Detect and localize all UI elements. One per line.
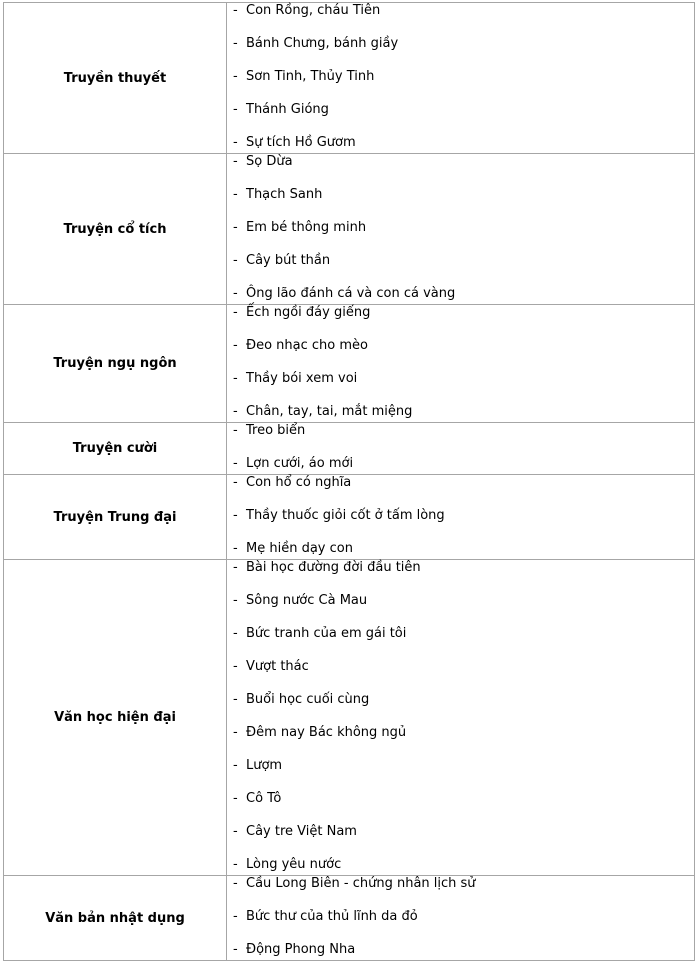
list-item: [227, 475, 694, 508]
work-title: Bánh Chưng, bánh giầy: [246, 36, 399, 51]
work-title: Sơn Tinh, Thủy Tinh: [246, 69, 375, 84]
list-item: [227, 423, 694, 456]
dash-bullet-icon: -: [233, 659, 238, 674]
dash-bullet-icon: -: [233, 404, 238, 419]
dash-bullet-icon: -: [233, 942, 238, 957]
dash-bullet-icon: -: [233, 423, 238, 438]
list-item: [227, 942, 694, 960]
dash-bullet-icon: -: [233, 253, 238, 268]
works-cell: [227, 475, 695, 560]
work-title: Lòng yêu nước: [246, 857, 342, 872]
works-cell: [227, 876, 695, 961]
dash-bullet-icon: -: [233, 154, 238, 169]
work-title: Ông lão đánh cá và con cá vàng: [246, 286, 456, 301]
work-title: Thánh Gióng: [246, 102, 329, 117]
list-item: [227, 560, 694, 593]
work-list: [227, 3, 694, 153]
table-row: [4, 475, 695, 560]
list-item: [227, 758, 694, 791]
works-cell: [227, 560, 695, 876]
list-item: [227, 824, 694, 857]
works-cell: [227, 154, 695, 305]
table-body: [4, 3, 695, 961]
table-row: [4, 3, 695, 154]
list-item: [227, 857, 694, 875]
genre-cell: Văn bản nhật dụng: [4, 876, 227, 961]
list-item: [227, 909, 694, 942]
genre-cell: Truyện cổ tích: [4, 154, 227, 305]
dash-bullet-icon: -: [233, 305, 238, 320]
genre-cell: Truyện ngụ ngôn: [4, 305, 227, 423]
work-title: Thầy bói xem voi: [246, 371, 358, 386]
dash-bullet-icon: -: [233, 36, 238, 51]
dash-bullet-icon: -: [233, 626, 238, 641]
work-title: Cây tre Việt Nam: [246, 824, 357, 839]
work-title: Sông nước Cà Mau: [246, 593, 368, 608]
work-title: Sọ Dừa: [246, 154, 293, 169]
table-row: [4, 876, 695, 961]
dash-bullet-icon: -: [233, 456, 238, 471]
table-row: [4, 423, 695, 475]
work-title: Em bé thông minh: [246, 220, 367, 235]
work-title: Treo biển: [246, 423, 306, 438]
work-title: Mẹ hiền dạy con: [246, 541, 353, 556]
work-title: Thạch Sanh: [246, 187, 323, 202]
list-item: [227, 371, 694, 404]
literature-table: [3, 2, 695, 961]
works-cell: [227, 423, 695, 475]
table-row: [4, 560, 695, 876]
dash-bullet-icon: -: [233, 135, 238, 150]
list-item: [227, 36, 694, 69]
work-title: Con hổ có nghĩa: [246, 475, 352, 490]
work-list: [227, 423, 694, 474]
list-item: [227, 69, 694, 102]
dash-bullet-icon: -: [233, 758, 238, 773]
work-title: Bài học đường đời đầu tiên: [246, 560, 421, 575]
list-item: [227, 220, 694, 253]
list-item: [227, 876, 694, 909]
dash-bullet-icon: -: [233, 187, 238, 202]
dash-bullet-icon: -: [233, 3, 238, 18]
work-title: Chân, tay, tai, mắt miệng: [246, 404, 413, 419]
genre-cell: Truyện Trung đại: [4, 475, 227, 560]
genre-cell: Truyền thuyết: [4, 3, 227, 154]
list-item: [227, 338, 694, 371]
work-title: Cây bút thần: [246, 253, 331, 268]
dash-bullet-icon: -: [233, 560, 238, 575]
table-row: [4, 305, 695, 423]
dash-bullet-icon: -: [233, 791, 238, 806]
genre-cell: Văn học hiện đại: [4, 560, 227, 876]
list-item: [227, 725, 694, 758]
dash-bullet-icon: -: [233, 692, 238, 707]
work-list: [227, 154, 694, 304]
list-item: [227, 692, 694, 725]
list-item: [227, 626, 694, 659]
dash-bullet-icon: -: [233, 857, 238, 872]
work-title: Lợn cưới, áo mới: [246, 456, 354, 471]
list-item: [227, 508, 694, 541]
work-title: Ếch ngồi đáy giếng: [246, 305, 371, 320]
dash-bullet-icon: -: [233, 102, 238, 117]
list-item: [227, 791, 694, 824]
works-cell: [227, 305, 695, 423]
dash-bullet-icon: -: [233, 220, 238, 235]
work-list: [227, 475, 694, 559]
work-title: Cô Tô: [246, 791, 282, 806]
table-row: [4, 154, 695, 305]
dash-bullet-icon: -: [233, 338, 238, 353]
work-title: Thầy thuốc giỏi cốt ở tấm lòng: [246, 508, 445, 523]
list-item: [227, 305, 694, 338]
dash-bullet-icon: -: [233, 593, 238, 608]
dash-bullet-icon: -: [233, 824, 238, 839]
list-item: [227, 404, 694, 422]
list-item: [227, 286, 694, 304]
work-title: Con Rồng, cháu Tiên: [246, 3, 381, 18]
work-title: Sự tích Hồ Gươm: [246, 135, 356, 150]
work-title: Động Phong Nha: [246, 942, 356, 957]
work-title: Bức tranh của em gái tôi: [246, 626, 407, 641]
list-item: [227, 456, 694, 474]
dash-bullet-icon: -: [233, 508, 238, 523]
dash-bullet-icon: -: [233, 286, 238, 301]
dash-bullet-icon: -: [233, 909, 238, 924]
work-title: Vượt thác: [246, 659, 309, 674]
work-list: [227, 560, 694, 875]
list-item: [227, 593, 694, 626]
list-item: [227, 154, 694, 187]
list-item: [227, 3, 694, 36]
dash-bullet-icon: -: [233, 371, 238, 386]
work-list: [227, 305, 694, 422]
dash-bullet-icon: -: [233, 475, 238, 490]
work-title: Đeo nhạc cho mèo: [246, 338, 368, 353]
list-item: [227, 135, 694, 153]
dash-bullet-icon: -: [233, 541, 238, 556]
work-title: Buổi học cuối cùng: [246, 692, 370, 707]
genre-cell: Truyện cười: [4, 423, 227, 475]
work-title: Lượm: [246, 758, 283, 773]
work-title: Bức thư của thủ lĩnh da đỏ: [246, 909, 418, 924]
list-item: [227, 187, 694, 220]
work-list: [227, 876, 694, 960]
list-item: [227, 541, 694, 559]
list-item: [227, 102, 694, 135]
work-title: Cầu Long Biên - chứng nhân lịch sử: [246, 876, 476, 891]
work-title: Đêm nay Bác không ngủ: [246, 725, 407, 740]
dash-bullet-icon: -: [233, 725, 238, 740]
works-cell: [227, 3, 695, 154]
list-item: [227, 253, 694, 286]
list-item: [227, 659, 694, 692]
dash-bullet-icon: -: [233, 876, 238, 891]
dash-bullet-icon: -: [233, 69, 238, 84]
